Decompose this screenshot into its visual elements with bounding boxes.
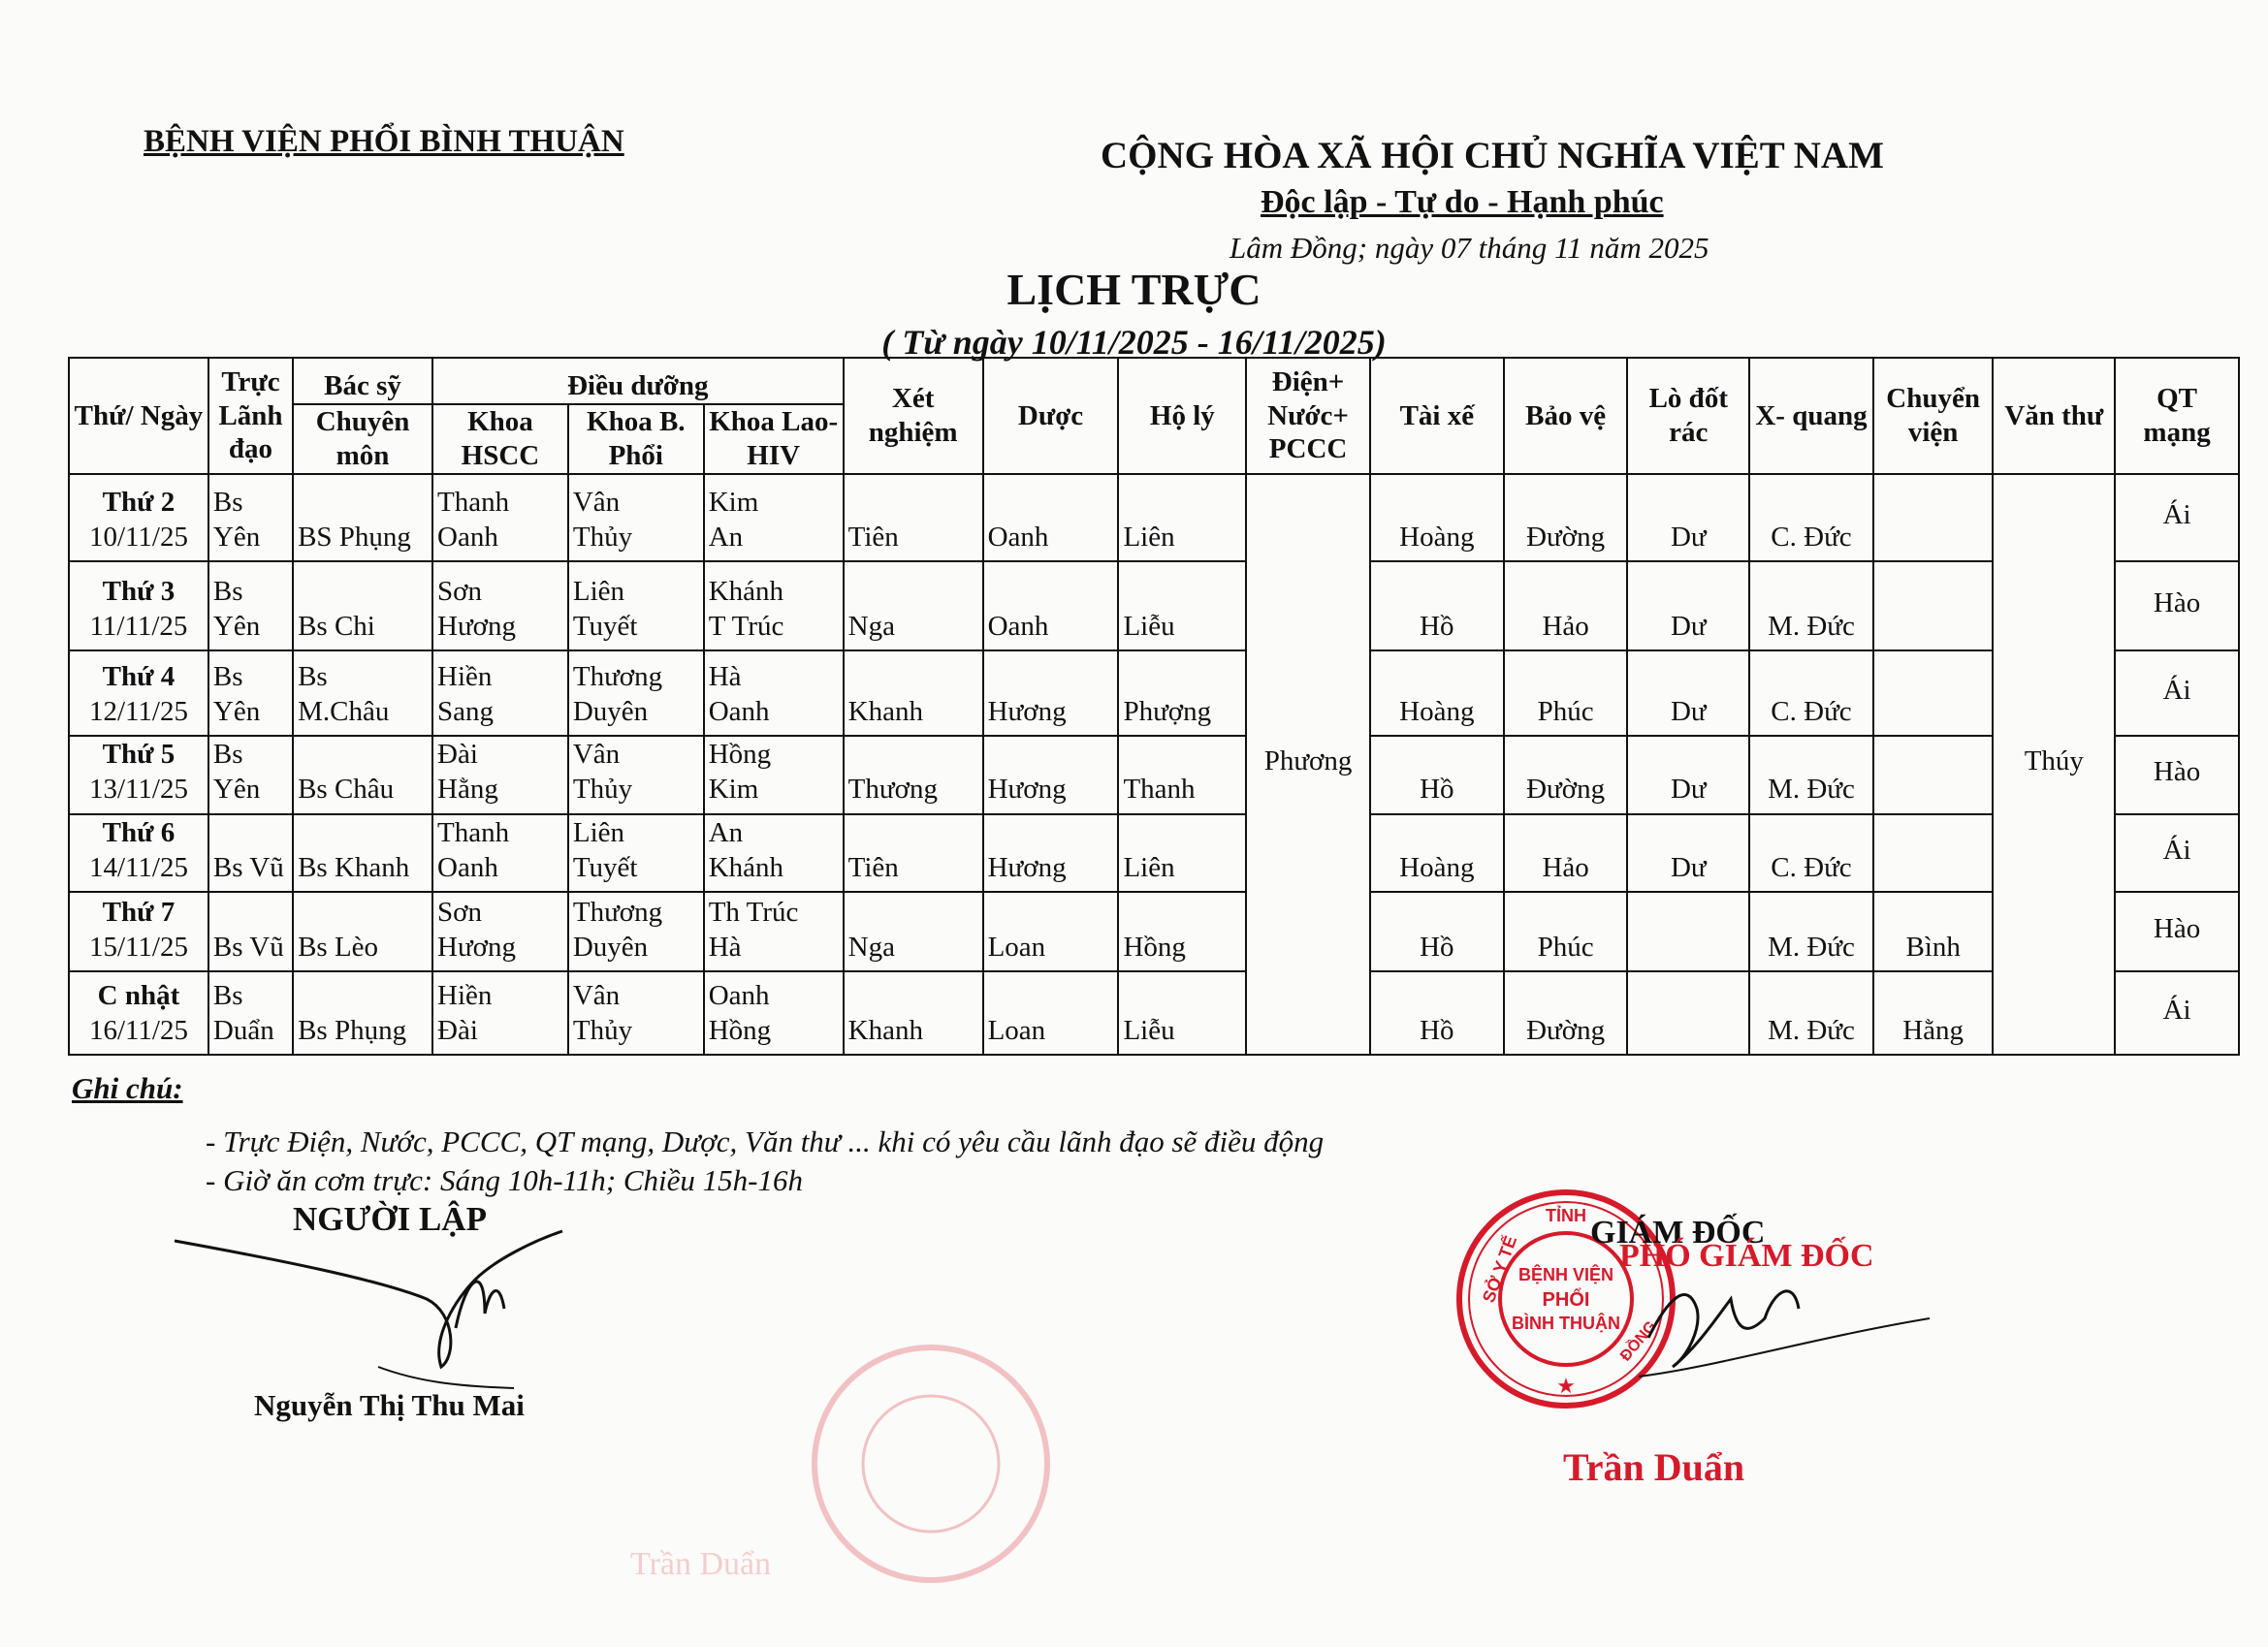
- day-cell: [69, 971, 208, 1055]
- lab-cell: Khanh: [844, 971, 983, 1055]
- nurse-hscc-cell-line: Hằng: [437, 774, 498, 806]
- nurse-hscc-cell-line: Thanh: [437, 486, 510, 518]
- nurse-laohiv-cell-line: Th Trúc: [708, 896, 799, 928]
- nurse-hscc-cell: [432, 971, 568, 1055]
- nurse-hscc-cell-line: Sơn: [437, 896, 482, 928]
- leader-cell: Bs Yên: [208, 736, 293, 814]
- nurse-bphoi-cell-line: Thương: [572, 896, 663, 928]
- xray-cell: M. Đức: [1749, 561, 1873, 650]
- faint-signer-name: Trần Duẩn: [630, 1546, 772, 1582]
- nurse-laohiv-cell: [704, 561, 844, 650]
- header-doctor: Chuyên môn: [293, 404, 432, 474]
- faint-stamp-icon: [805, 1338, 1057, 1590]
- driver-cell: Hoàng: [1370, 650, 1504, 736]
- leader-cell: Bs Yên: [208, 561, 293, 650]
- svg-text:TỈNH: TỈNH: [1546, 1206, 1586, 1225]
- nurse-bphoi-cell-line: Tuyết: [572, 610, 638, 642]
- nurse-bphoi-cell: [568, 474, 704, 561]
- nurse-laohiv-cell-line: Oanh: [708, 695, 770, 727]
- svg-text:★: ★: [1556, 1374, 1576, 1398]
- security-cell: Đường: [1504, 474, 1628, 561]
- leader-cell: Bs Yên: [208, 474, 293, 561]
- day-date: 11/11/25: [89, 610, 188, 642]
- nurse-laohiv-cell-line: Hồng: [708, 1014, 772, 1046]
- security-cell: Phúc: [1504, 650, 1628, 736]
- nurse-bphoi-cell-line: Liên: [572, 816, 625, 848]
- orderly-cell: Liên: [1118, 474, 1246, 561]
- incinerator-cell: Dư: [1627, 736, 1749, 814]
- header-clerk: Văn thư: [1993, 358, 2115, 474]
- header-nurse-bphoi: Khoa B. Phổi: [568, 404, 704, 474]
- day-name: Thứ 3: [102, 575, 176, 607]
- incinerator-cell: [1627, 892, 1749, 971]
- driver-cell: Hồ: [1370, 892, 1504, 971]
- pharmacy-cell: Oanh: [983, 474, 1119, 561]
- day-cell: [69, 892, 208, 971]
- nurse-laohiv-cell: [704, 892, 844, 971]
- nurse-laohiv-cell-line: Khánh: [708, 575, 784, 607]
- nurse-hscc-cell: [432, 474, 568, 561]
- day-date: 13/11/25: [88, 774, 188, 806]
- nurse-laohiv-cell: [704, 814, 844, 893]
- security-cell: Đường: [1504, 971, 1628, 1055]
- nurse-laohiv-cell: [704, 971, 844, 1055]
- day-date: 14/11/25: [88, 851, 188, 883]
- network-cell: Ái: [2115, 474, 2239, 561]
- nurse-laohiv-cell-line: Kim: [708, 486, 759, 518]
- pharmacy-cell: Oanh: [983, 561, 1119, 650]
- header-utilities: Điện+ Nước+ PCCC: [1246, 358, 1370, 474]
- leader-cell: Bs Vũ: [208, 814, 293, 893]
- nurse-laohiv-cell: [704, 474, 844, 561]
- driver-cell: Hồ: [1370, 561, 1504, 650]
- transfer-cell: [1873, 650, 1994, 736]
- nurse-hscc-cell: [432, 892, 568, 971]
- nurse-bphoi-cell-line: Vân: [572, 739, 621, 770]
- incinerator-cell: Dư: [1627, 561, 1749, 650]
- nurse-hscc-cell-line: Thanh: [437, 816, 510, 848]
- transfer-cell: [1873, 474, 1994, 561]
- doctor-cell: [293, 650, 432, 736]
- incinerator-cell: [1627, 971, 1749, 1055]
- day-name: Thứ 4: [102, 660, 176, 692]
- duty-schedule-table: [68, 357, 2240, 1056]
- note-line-2: - Giờ ăn cơm trực: Sáng 10h-11h; Chiều 15h-16h: [206, 1163, 803, 1197]
- header-transfer: Chuyển viện: [1873, 358, 1994, 474]
- lab-cell: Tiên: [844, 474, 983, 561]
- orderly-cell: Thanh: [1118, 736, 1246, 814]
- table-row: [69, 650, 2239, 736]
- day-cell: [69, 561, 208, 650]
- utilities-cell: Phương: [1246, 474, 1370, 1055]
- nurse-hscc-cell: [432, 736, 568, 814]
- lab-cell: Nga: [844, 561, 983, 650]
- pharmacy-cell: Hương: [983, 814, 1119, 893]
- header-day: Thứ/ Ngày: [69, 358, 208, 474]
- nurse-laohiv-cell-line: Khánh: [708, 851, 784, 883]
- pharmacy-cell: Hương: [983, 650, 1119, 736]
- nurse-hscc-cell-line: Oanh: [437, 851, 498, 883]
- doctor-cell-line: M.Châu: [298, 695, 390, 727]
- nurse-laohiv-cell-line: Hồng: [708, 739, 772, 770]
- doctor-cell: Bs Lèo: [293, 892, 432, 971]
- header-driver: Tài xế: [1370, 358, 1504, 474]
- transfer-cell: [1873, 561, 1994, 650]
- date-range: ( Từ ngày 10/11/2025 - 16/11/2025): [881, 323, 1387, 362]
- nurse-bphoi-cell-line: Duyên: [572, 931, 649, 963]
- orderly-cell: Liễu: [1118, 561, 1246, 650]
- transfer-cell: Hằng: [1873, 971, 1994, 1055]
- transfer-cell: [1873, 814, 1994, 893]
- maker-label: NGƯỜI LẬP: [293, 1200, 487, 1238]
- nurse-laohiv-cell: [704, 736, 844, 814]
- svg-text:BÌNH THUẬN: BÌNH THUẬN: [1512, 1314, 1620, 1333]
- incinerator-cell: Dư: [1627, 474, 1749, 561]
- nurse-bphoi-cell-line: Liên: [572, 575, 625, 607]
- table-row: [69, 814, 2239, 893]
- lab-cell: Nga: [844, 892, 983, 971]
- notes-title: Ghi chú:: [72, 1071, 183, 1105]
- security-cell: Phúc: [1504, 892, 1628, 971]
- day-cell: [69, 736, 208, 814]
- xray-cell: C. Đức: [1749, 650, 1873, 736]
- table-row: [69, 474, 2239, 561]
- hospital-name: BỆNH VIỆN PHỔI BÌNH THUẬN: [144, 124, 624, 159]
- nurse-laohiv-cell-line: T Trúc: [708, 610, 784, 642]
- lab-cell: Khanh: [844, 650, 983, 736]
- driver-cell: Hoàng: [1370, 474, 1504, 561]
- day-name: Thứ 2: [102, 486, 176, 518]
- leader-cell: Bs Yên: [208, 650, 293, 736]
- leader-cell: Bs Duẩn: [208, 971, 293, 1055]
- network-cell: Hào: [2115, 736, 2239, 814]
- nurse-hscc-cell-line: Đài: [437, 739, 478, 770]
- doctor-cell: Bs Khanh: [293, 814, 432, 893]
- table-row: [69, 561, 2239, 650]
- nurse-laohiv-cell-line: An: [708, 816, 744, 848]
- pharmacy-cell: Loan: [983, 892, 1119, 971]
- header-orderly: Hộ lý: [1118, 358, 1246, 474]
- transfer-cell: [1873, 736, 1994, 814]
- nurse-hscc-cell: [432, 650, 568, 736]
- table-row: [69, 892, 2239, 971]
- day-cell: [69, 474, 208, 561]
- doctor-cell: BS Phụng: [293, 474, 432, 561]
- day-date: 16/11/25: [88, 1014, 188, 1046]
- nation-title: CỘNG HÒA XÃ HỘI CHỦ NGHĨA VIỆT NAM: [1101, 135, 1884, 176]
- header-pharmacy: Dược: [983, 358, 1119, 474]
- header-nurse-laohiv: Khoa Lao-HIV: [704, 404, 844, 474]
- nurse-hscc-cell-line: Hương: [437, 610, 516, 642]
- nurse-laohiv-cell-line: An: [708, 521, 744, 553]
- nurse-bphoi-cell: [568, 561, 704, 650]
- xray-cell: M. Đức: [1749, 892, 1873, 971]
- security-cell: Hảo: [1504, 561, 1628, 650]
- day-name: Thứ 6: [102, 816, 176, 848]
- transfer-cell: Bình: [1873, 892, 1994, 971]
- orderly-cell: Hồng: [1118, 892, 1246, 971]
- network-cell: Ái: [2115, 814, 2239, 893]
- header-incinerator: Lò đốt rác: [1627, 358, 1749, 474]
- nurse-bphoi-cell-line: Thủy: [572, 521, 633, 553]
- leader-cell: Bs Vũ: [208, 892, 293, 971]
- nurse-hscc-cell-line: Sang: [437, 695, 494, 727]
- svg-text:PHỔI: PHỔI: [1542, 1289, 1590, 1311]
- header-network: QT mạng: [2115, 358, 2239, 474]
- xray-cell: M. Đức: [1749, 971, 1873, 1055]
- day-cell: [69, 814, 208, 893]
- table-row: [69, 736, 2239, 814]
- network-cell: Hào: [2115, 561, 2239, 650]
- nurse-hscc-cell: [432, 814, 568, 893]
- nurse-bphoi-cell-line: Thủy: [572, 1014, 633, 1046]
- director-signature: [1629, 1260, 1939, 1396]
- maker-name: Nguyễn Thị Thu Mai: [254, 1388, 525, 1422]
- nurse-bphoi-cell-line: Duyên: [572, 695, 649, 727]
- day-date: 15/11/25: [88, 931, 188, 963]
- day-date: 10/11/25: [88, 521, 188, 553]
- nurse-hscc-cell-line: Hiền: [437, 660, 493, 692]
- nurse-hscc-cell-line: Hương: [437, 931, 516, 963]
- header-leader: Trực Lãnh đạo: [208, 358, 293, 474]
- doctor-cell: Bs Phụng: [293, 971, 432, 1055]
- lab-cell: Thương: [844, 736, 983, 814]
- header-doctor-group: Bác sỹ: [293, 358, 432, 404]
- document-title: LỊCH TRỰC: [1006, 265, 1262, 314]
- signer-name: Trần Duẩn: [1563, 1445, 1745, 1489]
- network-cell: Ái: [2115, 650, 2239, 736]
- day-name: Thứ 5: [102, 739, 176, 770]
- maker-signature: [165, 1221, 572, 1396]
- director-label: GIÁM ĐỐC: [1590, 1215, 1766, 1251]
- nurse-laohiv-cell: [704, 650, 844, 736]
- day-name: Thứ 7: [102, 896, 176, 928]
- note-line-1: - Trực Điện, Nước, PCCC, QT mạng, Dược, Văn thư ... khi có yêu cầu lãnh đạo sẽ điều động: [206, 1124, 1325, 1158]
- vice-director-label: PHÓ GIÁM ĐỐC: [1619, 1238, 1874, 1274]
- incinerator-cell: Dư: [1627, 814, 1749, 893]
- pharmacy-cell: Loan: [983, 971, 1119, 1055]
- nurse-hscc-cell-line: Oanh: [437, 521, 498, 553]
- xray-cell: C. Đức: [1749, 814, 1873, 893]
- national-motto: Độc lập - Tự do - Hạnh phúc: [1261, 184, 1664, 220]
- header-security: Bảo vệ: [1504, 358, 1628, 474]
- nurse-hscc-cell-line: Hiền: [437, 979, 493, 1011]
- nurse-laohiv-cell-line: Hà: [708, 660, 742, 692]
- header-nurse-group: Điều dưỡng: [432, 358, 844, 404]
- nurse-bphoi-cell: [568, 736, 704, 814]
- clerk-cell: Thúy: [1993, 474, 2115, 1055]
- nurse-hscc-cell: [432, 561, 568, 650]
- header-lab: Xét nghiệm: [844, 358, 983, 474]
- xray-cell: C. Đức: [1749, 474, 1873, 561]
- orderly-cell: Phượng: [1118, 650, 1246, 736]
- xray-cell: M. Đức: [1749, 736, 1873, 814]
- nurse-bphoi-cell: [568, 650, 704, 736]
- driver-cell: Hồ: [1370, 736, 1504, 814]
- nurse-bphoi-cell-line: Vân: [572, 486, 621, 518]
- nurse-bphoi-cell: [568, 971, 704, 1055]
- svg-text:BỆNH VIỆN: BỆNH VIỆN: [1517, 1265, 1614, 1284]
- doctor-cell: Bs Châu: [293, 736, 432, 814]
- nurse-hscc-cell-line: Sơn: [437, 575, 482, 607]
- place-date: Lâm Đồng; ngày 07 tháng 11 năm 2025: [1230, 231, 1709, 265]
- driver-cell: Hồ: [1370, 971, 1504, 1055]
- header-xray: X- quang: [1749, 358, 1873, 474]
- nurse-bphoi-cell: [568, 892, 704, 971]
- svg-text:ĐỒNG: ĐỒNG: [1617, 1317, 1660, 1365]
- nurse-bphoi-cell-line: Thương: [572, 660, 663, 692]
- nurse-bphoi-cell-line: Vân: [572, 979, 621, 1011]
- nurse-bphoi-cell-line: Tuyết: [572, 851, 638, 883]
- incinerator-cell: Dư: [1627, 650, 1749, 736]
- orderly-cell: Liên: [1118, 814, 1246, 893]
- security-cell: Đường: [1504, 736, 1628, 814]
- doctor-cell: Bs Chi: [293, 561, 432, 650]
- nurse-laohiv-cell-line: Oanh: [708, 979, 770, 1011]
- day-date: 12/11/25: [88, 695, 188, 727]
- nurse-laohiv-cell-line: Kim: [708, 774, 759, 806]
- nurse-hscc-cell-line: Đài: [437, 1014, 478, 1046]
- header-nurse-hscc: Khoa HSCC: [432, 404, 568, 474]
- day-name: C nhật: [97, 979, 180, 1011]
- pharmacy-cell: Hương: [983, 736, 1119, 814]
- table-row: [69, 971, 2239, 1055]
- doctor-cell-line: Bs: [298, 660, 328, 692]
- security-cell: Hảo: [1504, 814, 1628, 893]
- nurse-bphoi-cell-line: Thủy: [572, 774, 633, 806]
- orderly-cell: Liễu: [1118, 971, 1246, 1055]
- network-cell: Hào: [2115, 892, 2239, 971]
- svg-text:SỞ Y TẾ: SỞ Y TẾ: [1478, 1233, 1521, 1306]
- driver-cell: Hoàng: [1370, 814, 1504, 893]
- day-cell: [69, 650, 208, 736]
- lab-cell: Tiên: [844, 814, 983, 893]
- network-cell: Ái: [2115, 971, 2239, 1055]
- nurse-laohiv-cell-line: Hà: [708, 931, 742, 963]
- nurse-bphoi-cell: [568, 814, 704, 893]
